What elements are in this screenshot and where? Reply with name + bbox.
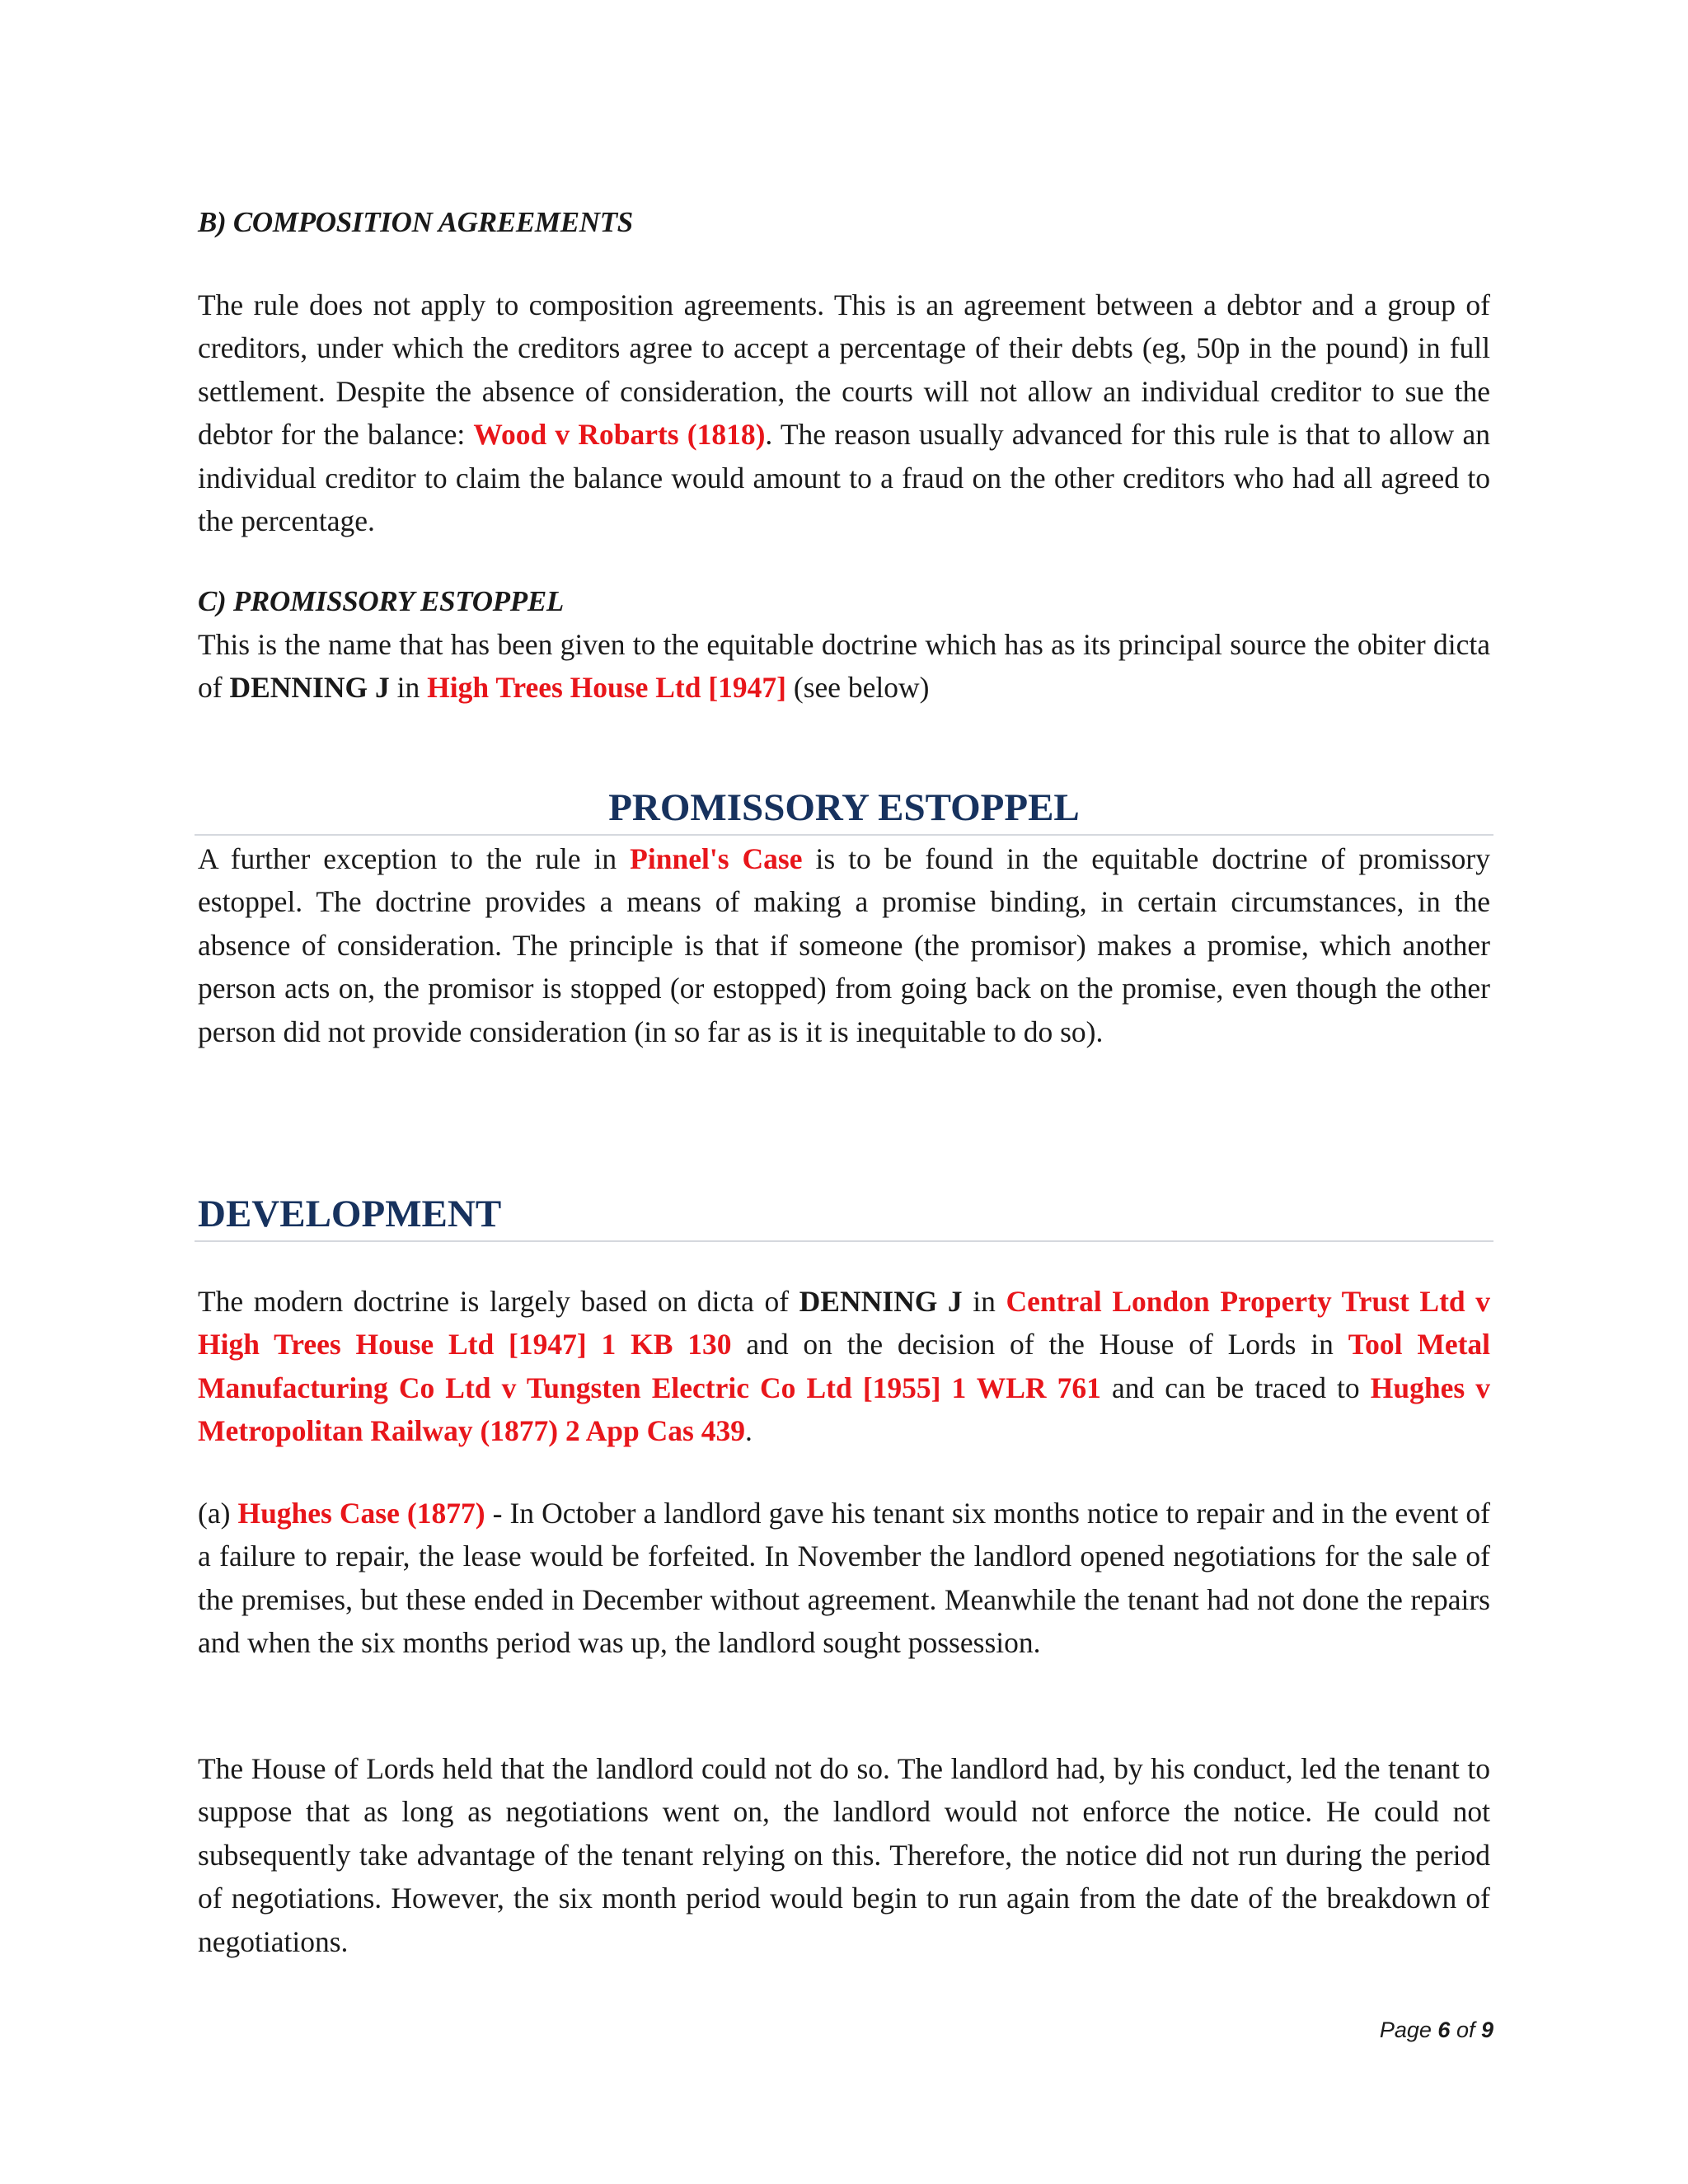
text-run: Page: [1379, 2018, 1438, 2042]
text-run: and can be traced to: [1100, 1371, 1371, 1404]
current-page-number: 6: [1437, 2018, 1451, 2042]
case-citation-pinnels-case: Pinnel's Case: [630, 842, 803, 875]
total-page-count: 9: [1480, 2018, 1493, 2042]
text-run: - In October a landlord gave his tenant six months notice to repair and in the event of a failure to repair, the lease would be forfeited. In November the landlord opened negotiations for the sale of the premises, but these ended in December without agreement. Meanwhile the tenant had not done the repairs and when the six months period was up, the landlord sought possession.: [198, 1497, 1491, 1660]
development-paragraph-1: [198, 1280, 1490, 1453]
case-citation-high-trees: High Trees House Ltd [1947]: [427, 671, 786, 705]
composition-heading: B) COMPOSITION AGREEMENTS: [198, 206, 633, 238]
text-run: . The reason usually advanced for this rule is that to allow an individual creditor to claim the balance would amount to a fraud on the other creditors who had all agreed to the percentage.: [198, 418, 1490, 538]
text-run: and on the decision of the House of Lords in: [731, 1328, 1348, 1361]
text-run: is to be found in the equitable doctrine of promissory estoppel. The doctrine provides a means of making a promise binding, in certain circumstances, in the absence of consideration. The principle is that if someone (the promisor) makes a promise, which another person acts on, the promisor is stopped (or estopped) from going back on the promise, even though the other person did not provide consideration (in so far as is it is inequitable to do so).: [198, 842, 1490, 1048]
text-run: The modern doctrine is largely based on dicta of: [198, 1285, 799, 1318]
section-heading-development: DEVELOPMENT: [195, 1189, 1493, 1242]
text-run: of: [1450, 2018, 1481, 2042]
case-citation-central-london: Central London Property Trust Ltd v High Trees House Ltd [1947] 1 KB 130: [198, 1285, 1491, 1361]
judge-name: DENNING J: [799, 1285, 963, 1318]
development-paragraph-3: The House of Lords held that the landlord could not do so. The landlord had, by his conduct, led the tenant to suppose that as long as negotiations went on, the landlord would not enforce the notice. He could not subsequently take advantage of the tenant relying on this. Therefore, the notice did not run during the period of negotiations. However, the six month period would begin to run again from the date of the breakdown of negotiations.: [198, 1752, 1490, 1958]
text-run: in: [389, 671, 428, 705]
judge-name: DENNING J: [229, 671, 390, 705]
case-citation-wood-v-robarts: Wood v Robarts (1818): [473, 418, 766, 452]
text-run: A further exception to the rule in: [198, 842, 631, 875]
promissory-estoppel-paragraph: [198, 837, 1490, 1053]
text-run: (see below): [786, 671, 930, 705]
case-citation-hughes-v-metropolitan: Hughes v Metropolitan Railway (1877) 2 App Cas 439: [198, 1371, 1490, 1448]
composition-paragraph: [198, 284, 1490, 542]
promissory-estoppel-intro: [198, 623, 1490, 710]
section-heading-promissory-estoppel: PROMISSORY ESTOPPEL: [195, 783, 1493, 836]
text-run: .: [745, 1414, 753, 1448]
case-citation-hughes-case: Hughes Case (1877): [237, 1497, 485, 1530]
text-run: (a): [198, 1497, 238, 1530]
promissory-estoppel-subheading: C) PROMISSORY ESTOPPEL: [198, 585, 564, 617]
text-run: This is the name that has been given to the equitable doctrine which has as its principal source the obiter dicta of: [198, 628, 1490, 705]
page-number-footer: [1380, 2018, 1493, 2043]
text-run: in: [962, 1285, 1006, 1318]
case-citation-tool-metal: Tool Metal Manufacturing Co Ltd v Tungsten Electric Co Ltd [1955] 1 WLR 761: [198, 1328, 1491, 1404]
development-paragraph-2: [198, 1492, 1490, 1665]
text-run: The rule does not apply to composition agreements. This is an agreement between a debtor and a group of creditors, under which the creditors agree to accept a percentage of their debts (eg, 50p in the pound) in full settlement. Despite the absence of consideration, the courts will not allow an individual creditor to sue the debtor for the balance:: [198, 288, 1490, 452]
